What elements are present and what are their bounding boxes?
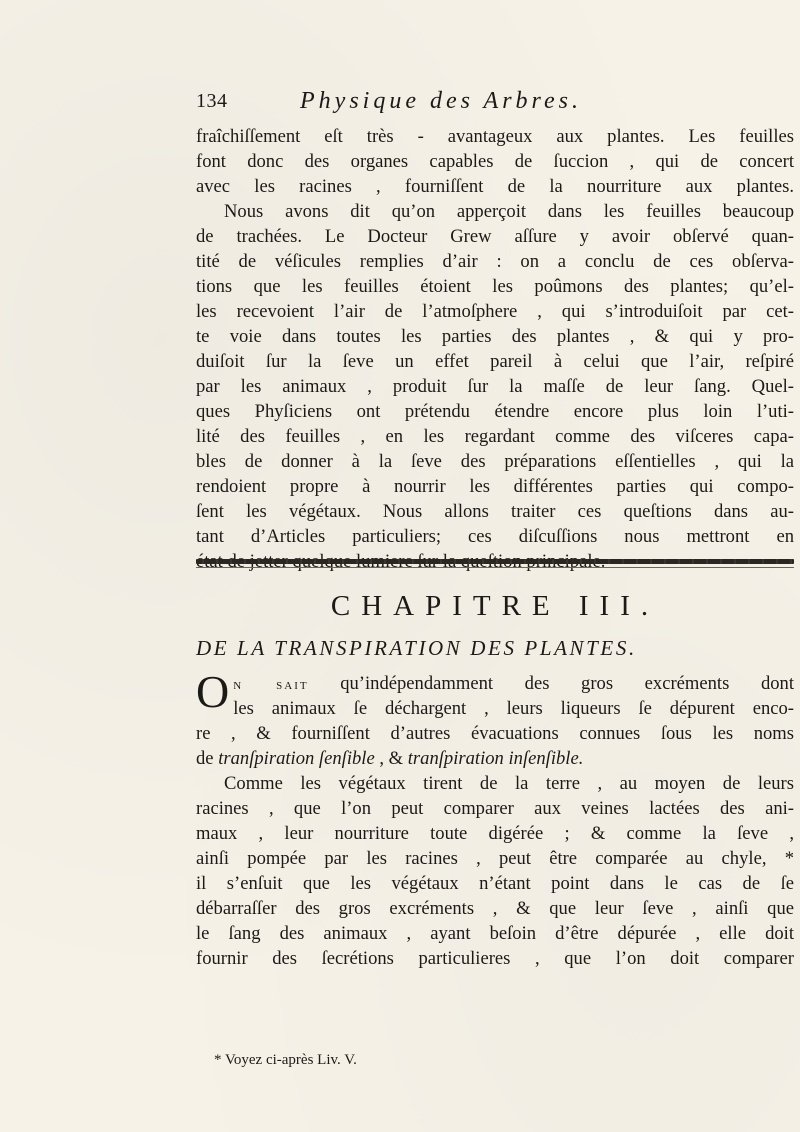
running-title: Physique des Arbres. bbox=[300, 88, 582, 114]
decorative-rule-thin bbox=[196, 567, 794, 568]
text-line: ſent les végétaux. Nous allons traiter ces queſtions dans au- bbox=[196, 501, 794, 522]
text-line: par les animaux , produit ſur la maſſe de leur ſang. Quel- bbox=[196, 376, 794, 397]
text-line: tité de véſicules remplies d’air : on a conclu de ces obſerva- bbox=[196, 251, 794, 272]
text-line: maux , leur nourriture toute digérée ; & comme la ſeve , bbox=[196, 823, 794, 844]
text-line: les animaux ſe déchargent , leurs liqueurs ſe dépurent enco- bbox=[233, 698, 794, 719]
text-segment: de bbox=[196, 748, 219, 769]
text-line: il s’enſuit que les végétaux n’étant point dans le cas de ſe bbox=[196, 873, 794, 894]
text-line: fournir des ſecrétions particulieres , que l’on doit comparer bbox=[196, 948, 794, 969]
text-line: bles de donner à la ſeve des préparations eſſentielles , qui la bbox=[196, 451, 794, 472]
text-line: tions que les feuilles étoient les poûmons des plantes; qu’el- bbox=[196, 276, 794, 297]
text-line: re , & fourniſſent d’autres évacuations connues ſous les noms bbox=[196, 723, 794, 744]
footnote: * Voyez ci-après Liv. V. bbox=[214, 1052, 357, 1068]
opening-words: n sait bbox=[233, 676, 309, 693]
first-line-rest: qu’indépendamment des gros excréments dont bbox=[308, 673, 795, 694]
text-line: ques Phyſiciens ont prétendu étendre encore plus loin l’uti- bbox=[196, 401, 794, 422]
text-line: rendoient propre à nourrir les différentes parties qui compo- bbox=[196, 476, 794, 497]
text-line-mixed bbox=[196, 746, 794, 771]
text-line: le ſang des animaux , ayant beſoin d’être dépurée , elle doit bbox=[196, 923, 794, 944]
body-text-section-1 bbox=[196, 124, 794, 574]
italic-term: tranſpiration inſenſible. bbox=[407, 748, 584, 769]
italic-term: tranſpiration ſenſible bbox=[218, 748, 375, 769]
body-text-section-2 bbox=[196, 666, 795, 971]
text-segment: , & bbox=[374, 748, 408, 769]
text-line: tant d’Articles particuliers; ces diſcuſſions nous mettront en bbox=[196, 526, 794, 547]
text-line: Comme les végétaux tirent de la terre , au moyen de leurs bbox=[224, 773, 794, 794]
text-line: débarraſſer des gros excréments , & que leur ſeve , ainſi que bbox=[196, 898, 794, 919]
text-line: font donc des organes capables de ſuccion , qui de concert bbox=[196, 151, 794, 172]
text-line: Nous avons dit qu’on apperçoit dans les feuilles beaucoup bbox=[224, 201, 794, 222]
text-line: duiſoit ſur la ſeve un effet pareil à celui que l’air, reſpiré bbox=[196, 351, 794, 372]
text-line: te voie dans toutes les parties des plantes , & qui y pro- bbox=[196, 326, 794, 347]
chapter-title: CHAPITRE III. bbox=[330, 590, 660, 622]
text-line: racines , que l’on peut comparer aux veines lactées des ani- bbox=[196, 798, 794, 819]
chapter-subtitle: DE LA TRANSPIRATION DES PLANTES. bbox=[196, 636, 637, 660]
text-line: fraîchiſſement eſt très - avantageux aux plantes. Les feuilles bbox=[196, 126, 794, 147]
text-line: les recevoient l’air de l’atmoſphere , qui s’introduiſoit par cet- bbox=[196, 301, 794, 322]
decorative-rule bbox=[196, 559, 794, 564]
text-line: avec les racines , fourniſſent de la nourriture aux plantes. bbox=[196, 176, 794, 197]
text-line: de trachées. Le Docteur Grew aſſure y avoir obſervé quan- bbox=[196, 226, 794, 247]
running-head bbox=[196, 88, 756, 118]
text-line: lité des feuilles , en les regardant comme des viſceres capa- bbox=[196, 426, 794, 447]
text-line: ainſi pompée par les racines , peut être comparée au chyle, * bbox=[196, 848, 794, 869]
drop-cap: O bbox=[196, 666, 230, 717]
page-number: 134 bbox=[196, 90, 228, 112]
